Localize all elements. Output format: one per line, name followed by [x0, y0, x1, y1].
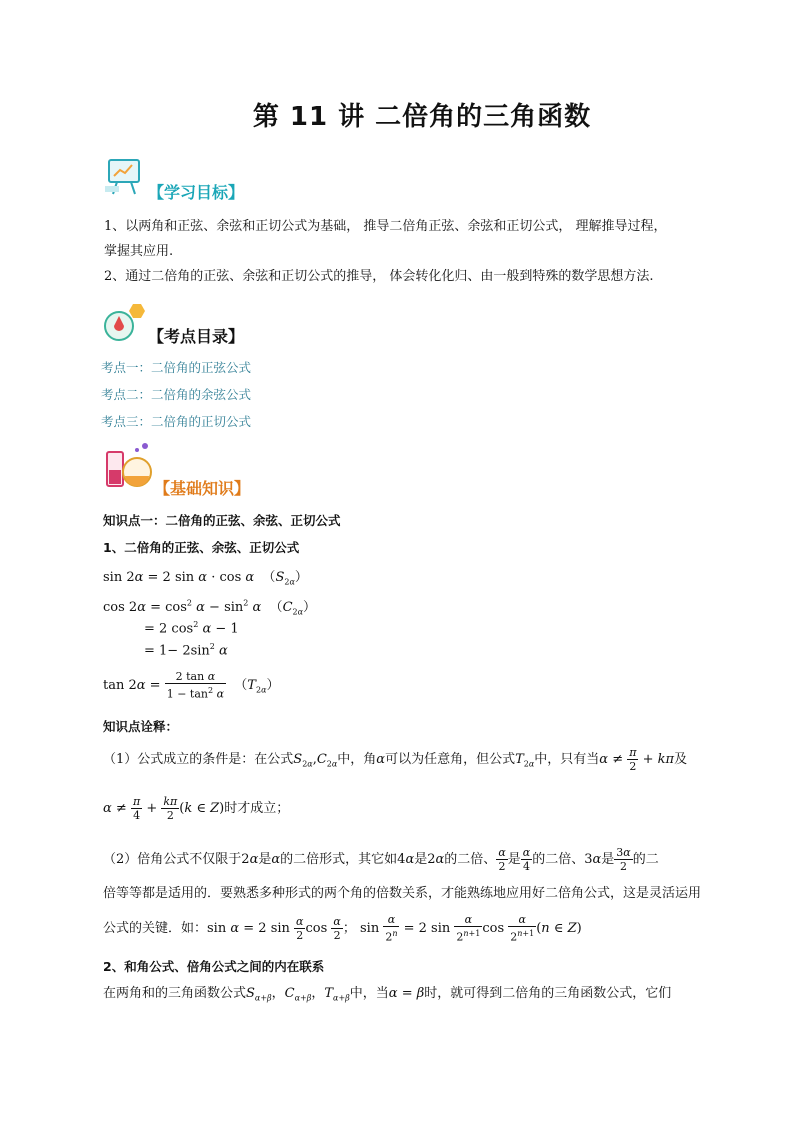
toc-item[interactable]: 考点三：二倍角的正切公式 — [101, 414, 252, 429]
note-2-line3: 公式的关键．如：sin α = 2 sin $\frac{\alpha}{2}$ cos $\frac{\alpha}{2}$ ； sin $\frac{\alpha}{2^n}$ = 2 sin $\frac{\alpha}{2^{n+1}}$ cos $\frac{\alpha}{2^{n+1}}$ (n ∈ Z) — [103, 913, 582, 944]
section-heading-toc: 【考点目录】 — [148, 327, 245, 346]
presentation-board-icon — [103, 158, 147, 198]
note-text: 的二倍、 — [532, 852, 585, 867]
note-2: （2）倍角公式不仅限于2α是α的二倍形式，其它如4α是2α的二倍、 $\frac{\alpha}{2}$ 是 $\frac{\alpha}{4}$ 的二倍、3α是 $\frac{3\alpha}{2}$ 的二 — [103, 846, 659, 873]
item-2-text: 在两角和的三角函数公式$S_{\alpha+\beta}$，$C_{\alpha+\beta}$，$T_{\alpha+\beta}$中，当α = β时，就可得到二倍角的三角函数公式，它们 — [103, 986, 672, 1003]
note-text: 是 — [507, 852, 521, 867]
goal-line: 2、通过二倍角的正弦、余弦和正切公式的推导， 体会转化化归、由一般到特殊的数学思想方法. — [104, 269, 654, 284]
section-heading-basics: 【基础知识】 — [154, 479, 251, 498]
formula-cos2a: $\cos 2\alpha = \cos^2 \alpha - \sin^2 \alpha$ $(C_{2\alpha})$ — [103, 598, 317, 617]
knowledge-point-title: 知识点一：二倍角的正弦、余弦、正切公式 — [103, 513, 341, 528]
note-text: 中，当 — [349, 986, 389, 1001]
item-title: 1、二倍角的正弦、余弦、正切公式 — [103, 540, 300, 555]
item-title-2: 2、和角公式、倍角公式之间的内在联系 — [103, 959, 325, 974]
goal-line: 1、以两角和正弦、余弦和正切公式为基础， 推导二倍角正弦、余弦和正切公式， 理解推导过程， — [104, 219, 667, 234]
note-text: 的二倍形式，其它如 — [280, 852, 398, 867]
formula-sin2a: sin 2α = 2 sin α · cos α $(S_{2\alpha})$ — [103, 570, 308, 587]
note-text: 是 — [258, 852, 272, 867]
toc-item[interactable]: 考点一：二倍角的正弦公式 — [101, 360, 252, 375]
goal-line: 掌握其应用. — [104, 244, 174, 259]
note-text: （1）公式成立的条件是：在公式 — [103, 752, 294, 767]
section-heading-goals: 【学习目标】 — [148, 183, 245, 202]
formula-cos2a-alt2: = $1- 2\sin^2$ α — [144, 642, 228, 659]
note-text: 的二倍、 — [444, 852, 497, 867]
explain-title: 知识点诠释： — [103, 719, 179, 734]
note-text: 中，角 — [337, 752, 377, 767]
flask-icon — [103, 300, 149, 344]
page-title: 第 11 讲 二倍角的三角函数 — [252, 102, 592, 132]
note-text: 时才成立； — [224, 801, 290, 816]
formula-tan2a: tan 2α = $\frac{\text{2 tan α}}{1 - \tan^2 \alpha}$ $(T_{2\alpha})$ — [103, 670, 280, 701]
note-text: 中，只有当 — [534, 752, 600, 767]
note-text: 在两角和的三角函数公式 — [103, 986, 247, 1001]
formula-cos2a-alt1: = 2 $\cos^2 \alpha - 1$ — [144, 620, 239, 637]
toc-item[interactable]: 考点二：二倍角的余弦公式 — [101, 387, 252, 402]
note-text: 及 — [674, 752, 688, 767]
note-text: 的二 — [632, 852, 659, 867]
toc-list — [101, 358, 251, 439]
note-text: 是 — [601, 852, 615, 867]
note-2-line2: 倍等等都是适用的．要熟悉多种形式的两个角的倍数关系，才能熟练地应用好二倍角公式，这是灵活运用 — [103, 886, 702, 901]
note-text: 是 — [414, 852, 428, 867]
note-text: 公式的关键．如： — [103, 920, 208, 936]
note-text: 时，就可得到二倍角的三角函数公式，它们 — [424, 986, 672, 1001]
beaker-icon — [103, 440, 155, 490]
note-text: （2）倍角公式不仅限于 — [103, 852, 242, 867]
note-text: 可以为任意角，但公式 — [385, 752, 516, 767]
note-1: （1）公式成立的条件是：在公式$S_{2\alpha},C_{2\alpha}$中，角α可以为任意角，但公式$T_{2\alpha}$中，只有当α ≠ $\frac{\pi}{2}$ + kπ及 — [103, 746, 688, 773]
goals-list — [104, 214, 744, 289]
note-1-cont: α ≠ $\frac{\pi}{4}$ + $\frac{k\pi}{2}$ (k ∈ Z)时才成立； — [103, 795, 290, 822]
